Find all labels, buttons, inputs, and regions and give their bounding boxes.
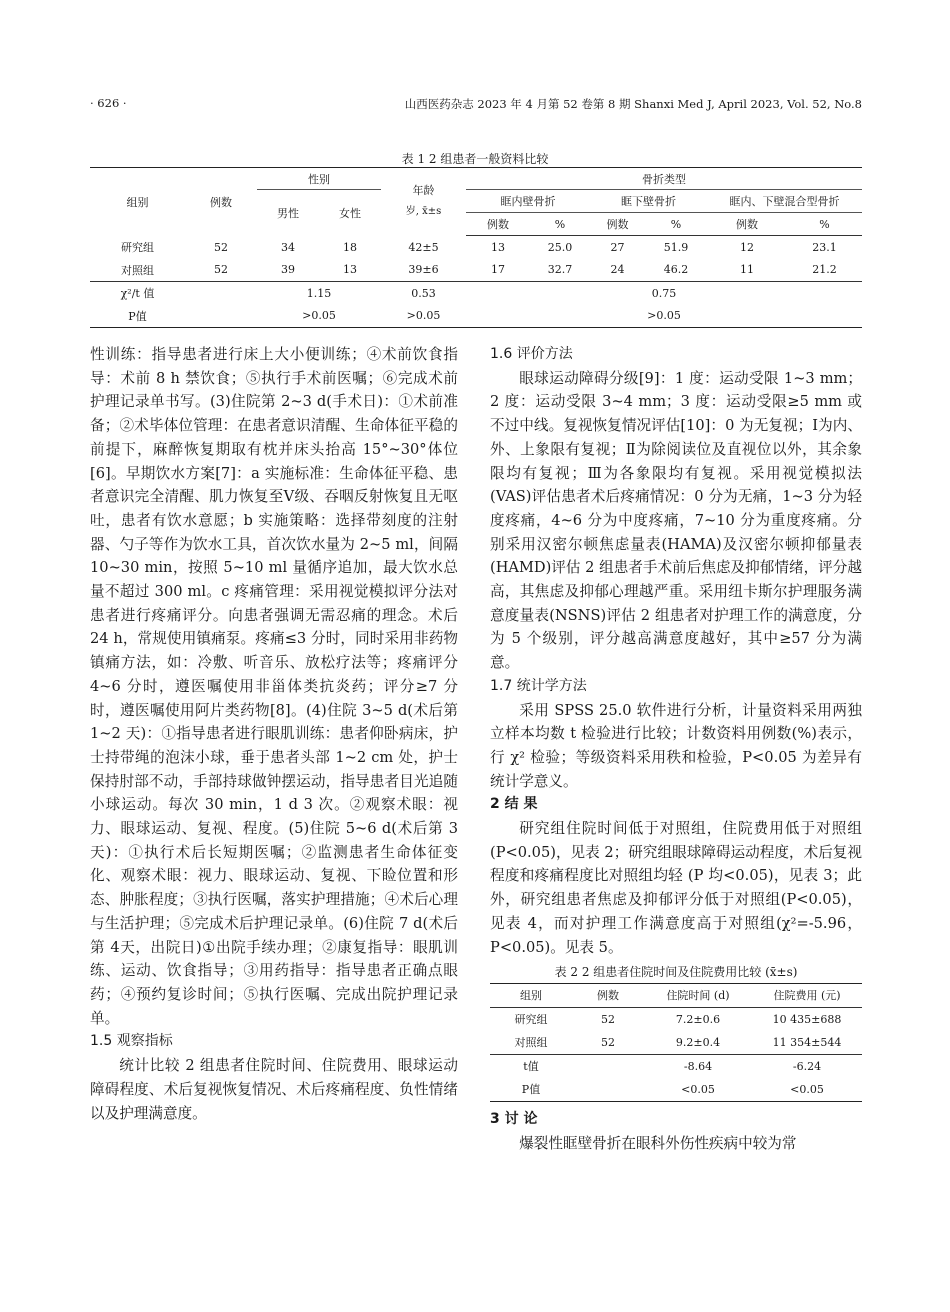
t1-cell: 对照组 (121, 263, 154, 277)
table2-caption: 表 2 2 组患者住院时间及住院费用比较 (x̄±s) (554, 965, 798, 980)
t2-cell: 52 (601, 1013, 615, 1027)
t2-cell: 7.2±0.6 (675, 1013, 721, 1027)
t1-head-n: 例数 (707, 213, 787, 236)
section-heading-1-5: 1.5 观察指标 (90, 1033, 173, 1050)
t2-cell: 研究组 (514, 1013, 548, 1027)
body-paragraph: 爆裂性眶壁骨折在眼科外伤性疾病中较为常 (519, 1134, 797, 1152)
t1-cell: 21.2 (812, 263, 837, 277)
table-row (490, 1008, 862, 1032)
table1-caption: 表 1 2 组患者一般资料比较 (401, 152, 549, 166)
t2-t-cost: -6.24 (752, 1055, 862, 1079)
t1-cell: 39±6 (408, 263, 439, 277)
t2-p-time: <0.05 (681, 1083, 715, 1097)
table-row (90, 305, 862, 328)
t1-cell: 12 (740, 240, 754, 254)
t2-head-time: 住院时间 (d) (644, 984, 752, 1008)
t2-p-label: P值 (521, 1083, 541, 1097)
t1-cell: 13 (343, 263, 357, 277)
table-row (490, 1055, 862, 1079)
t1-head-mixed: 眶内、下壁混合型骨折 (707, 190, 862, 213)
t1-p-label: P值 (128, 309, 147, 323)
t1-cell: 25.0 (547, 240, 573, 254)
section-heading-2: 2 结 果 (490, 796, 538, 813)
section-heading-3: 3 讨 论 (490, 1111, 538, 1128)
body-paragraph: 研究组住院时间低于对照组，住院费用低于对照组(P<0.05)，见表 2；研究组眼球障碍运动程度，术后复视程度和疼痛程度比对照组均轻 (P 均<0.05)，见表 3；此外，研究组患者焦虑及抑郁评分低于对照组(P<0.05)，见表 4，而对护理工作满意度高于对照组(χ²=-5.96，P<0.05)。见表 5。 (490, 820, 862, 956)
body-paragraph: 性训练：指导患者进行床上大小便训练；④术前饮食指导：术前 8 h 禁饮食；⑤执行手术前医嘱；⑥完成术前护理记录单书写。(3)住院第 2~3 d(手术日)：①术前准备；②术毕体位管理：在患者意识清醒、生命体征平稳的前提下，麻醉恢复期取有枕并床头抬高 15°~30°体位[6]。早期饮水方案[7]：a 实施标准：生命体征平稳、患者意识完全清醒、肌力恢复至Ⅴ级、吞咽反射恢复且无呕吐，患者有饮水意愿；b 实施策略：选择带刻度的注射器、勺子等作为饮水工具，首次饮水量为 2~5 ml，间隔 10~30 min，按照 5~10 ml 量循序追加，最大饮水总量不超过 300 ml。c 疼痛管理：采用视觉模拟评分法对患者进行疼痛评分。向患者强调无需忍痛的理念。术后 24 h，常规使用镇痛泵。疼痛≤3 分时，同时采用非药物镇痛方法，如：冷敷、听音乐、放松疗法等；疼痛评分 4~6 分时，遵医嘱使用非甾体类抗炎药；评分≥7 分时，遵医嘱使用阿片类药物[8]。(4)住院 3~5 d(术后第 1~2 天)：①指导患者进行眼肌训练：患者仰卧病床，护士持带绳的泡沫小球，垂于患者头部 1~2 cm 处，护士保持肘部不动，手部持球做钟摆运动，指导患者目光追随小球运动。每次 30 min，1 d 3 次。②观察术眼：视力、眼球运动、复视、程度。(5)住院 5~6 d(术后第 3 天)：①执行术后长短期医嘱；②监测患者生命体征变化、观察术眼：视力、眼球运动、复视、下睑位置和形态、肿胀程度；③执行医嘱，落实护理措施；④术后心理与生活护理；⑤完成术后护理记录单。(6)住院 7 d(术后第 4天，出院日)①出院手续办理；②康复指导：眼肌训练、运动、饮食指导；③用药指导：指导患者正确点眼药；④预约复诊时间；⑤执行医嘱、完成出院护理记录单。 (90, 346, 458, 1027)
t1-p-age: >0.05 (406, 309, 441, 323)
t1-head-female: 女性 (339, 206, 361, 220)
table2 (490, 983, 862, 1102)
t1-cell: 52 (214, 263, 228, 277)
t1-cell: 11 (740, 263, 754, 277)
page-number: · 626 · (90, 96, 127, 110)
t1-head-cases: 例数 (210, 195, 232, 209)
body-paragraph: 眼球运动障碍分级[9]：1 度：运动受限 1~3 mm；2 度：运动受限 3~4 mm；3 度：运动受限≥5 mm 或不过中线。复视恢复情况评估[10]：0 为无复视；Ⅰ为内、外、上象限有复视；Ⅱ为除阅读位及直视位以外，其余象限均有复视；Ⅲ为各象限均有复视。采用视觉模拟法(VAS)评估患者术后疼痛情况：0 分为无痛，1~3 分为轻度疼痛，4~6 分为中度疼痛，7~10 分为重度疼痛。分别采用汉密尔顿焦虑量表(HAMA)及汉密尔顿抑郁量表(HAMD)评估 2 组患者手术前后焦虑及抑郁情绪，评分越高，其焦虑及抑郁心理越严重。采用纽卡斯尔护理服务满意度量表(NSNS)评估 2 组患者对护理工作的满意度，分为 5 个级别，评分越高满意度越好，其中≥57 分为满意。 (490, 369, 862, 672)
t1-head-sex: 性别 (257, 168, 381, 190)
t1-head-pct: % (645, 213, 707, 236)
body-paragraph: 统计比较 2 组患者住院时间、住院费用、眼球运动障碍程度、术后复视恢复情况、术后疼痛程度、负性情绪以及护理满意度。 (90, 1057, 458, 1122)
t1-head-n: 例数 (466, 213, 530, 236)
t1-cell: 34 (281, 240, 295, 254)
t1-head-age: 年龄 岁, x̄±s (405, 184, 442, 218)
t1-p-fracture: >0.05 (647, 309, 681, 323)
t2-cell: 52 (601, 1036, 615, 1050)
t1-cell: 23.1 (812, 240, 837, 254)
table-row (490, 1078, 862, 1102)
table1 (90, 167, 862, 328)
t2-cell: 10 435±688 (772, 1013, 842, 1027)
t2-t-label: t值 (490, 1055, 572, 1079)
t2-head-cases: 例数 (572, 984, 644, 1008)
t1-head-fracture-type: 骨折类型 (466, 168, 862, 190)
t1-head-male: 男性 (277, 206, 299, 220)
t2-t-time: -8.64 (644, 1055, 752, 1079)
t1-stat-sex: 1.15 (257, 282, 381, 305)
t2-p-cost: <0.05 (790, 1083, 824, 1097)
t1-cell: 17 (491, 263, 505, 277)
table-row (490, 1031, 862, 1055)
t2-cell: 11 354±544 (772, 1036, 842, 1050)
t1-p-sex: >0.05 (302, 309, 336, 323)
t1-cell: 46.2 (663, 263, 689, 277)
t2-cell: 对照组 (514, 1036, 548, 1050)
t1-cell: 13 (491, 240, 505, 254)
t1-head-n: 例数 (590, 213, 645, 236)
t1-stat-age: 0.53 (381, 282, 466, 305)
t1-cell: 24 (610, 263, 625, 277)
t2-head-group: 组别 (490, 984, 572, 1008)
left-column (90, 343, 458, 1125)
t1-cell: 研究组 (121, 241, 154, 254)
journal-citation: 山西医药杂志 2023 年 4 月第 52 卷第 8 期 Shanxi Med J, April 2023, Vol. 52, No.8 (404, 97, 862, 111)
t1-cell: 18 (343, 240, 357, 254)
t1-cell: 32.7 (547, 263, 573, 277)
t1-cell: 27 (610, 240, 625, 254)
t1-head-group: 组别 (126, 195, 149, 209)
t1-cell: 39 (281, 263, 295, 277)
t1-cell: 52 (214, 240, 228, 254)
t1-head-inner: 眶内壁骨折 (466, 190, 590, 213)
t1-stat-fracture: 0.75 (466, 282, 862, 305)
section-heading-1-6: 1.6 评价方法 (490, 346, 573, 362)
t2-head-cost: 住院费用 (元) (752, 984, 862, 1008)
table-row (90, 282, 862, 305)
body-paragraph: 采用 SPSS 25.0 软件进行分析，计量资料采用两独立样本均数 t 检验进行比较；计数资料用例数(%)表示，行 χ² 检验；等级资料采用秩和检验，P<0.05 为差异有统计学意义。 (490, 701, 862, 790)
t1-head-pct: % (787, 213, 862, 236)
t1-head-pct: % (530, 213, 590, 236)
t1-stat-label: χ²/t 值 (90, 282, 185, 305)
t1-cell: 42±5 (408, 240, 439, 254)
t2-cell: 9.2±0.4 (675, 1036, 721, 1050)
section-heading-1-7: 1.7 统计学方法 (490, 677, 587, 694)
right-column (490, 343, 862, 1156)
table-row (90, 259, 862, 282)
t1-cell: 51.9 (663, 240, 689, 254)
t1-head-lower: 眶下壁骨折 (590, 190, 707, 213)
running-header (90, 96, 862, 116)
table-row (90, 236, 862, 259)
